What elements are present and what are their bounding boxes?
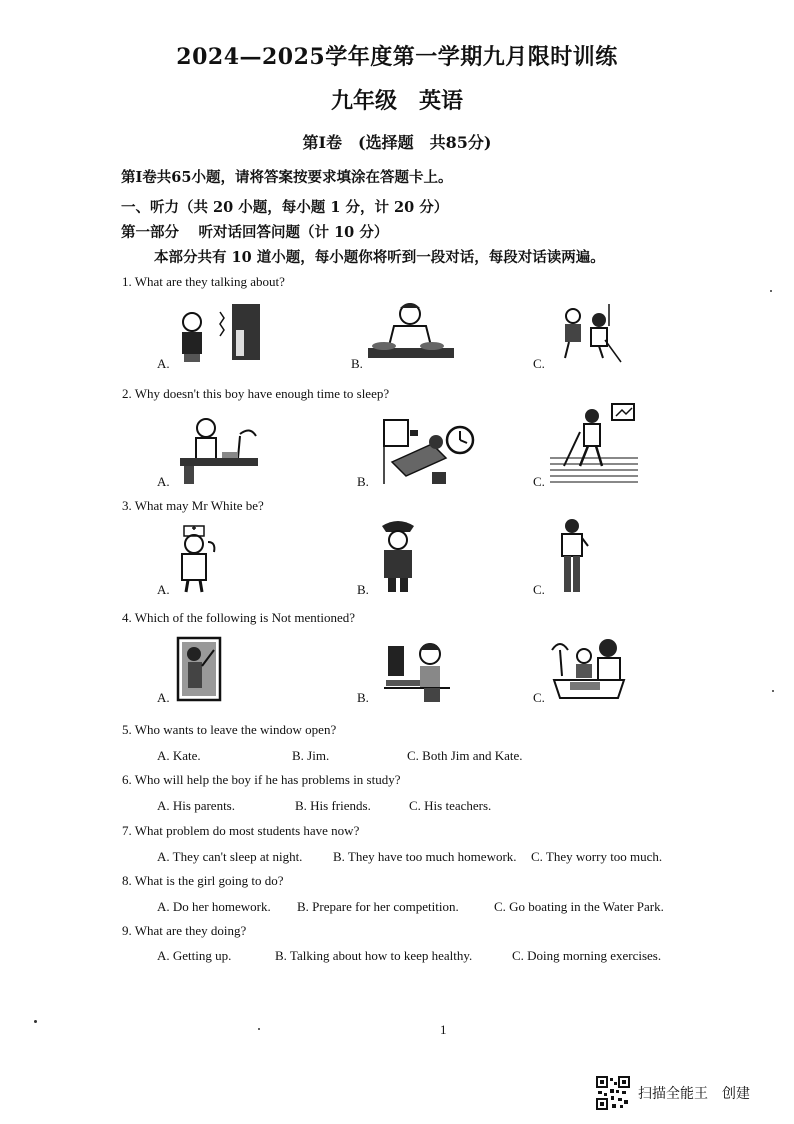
doctor-icon — [172, 522, 222, 594]
question-6: 6. Who will help the boy if he has problems in study? — [122, 772, 401, 787]
option-a: A. They can't sleep at night. — [157, 849, 303, 864]
option-b: B. His friends. — [295, 798, 371, 813]
page-number: 1 — [440, 1022, 447, 1037]
option-c: C. Go boating in the Water Park. — [494, 899, 664, 914]
question-9: 9. What are they doing? — [122, 923, 247, 938]
option-c: C. They worry too much. — [531, 849, 663, 864]
people-dancing-icon — [555, 300, 625, 366]
question-1: 1. What are they talking about? — [122, 274, 285, 289]
boy-phone-icon — [170, 300, 270, 366]
scan-speck — [258, 1028, 260, 1030]
scanner-text: 扫描全能王 创建 — [638, 1086, 750, 1102]
question-3: 3. What may Mr White be? — [122, 498, 264, 513]
option-letter: A. — [157, 474, 170, 489]
option-c: C. Both Jim and Kate. — [407, 748, 523, 763]
instruction-line: 第Ⅰ卷共65小题，请将答案按要求填涂在答题卡上。 — [121, 169, 453, 186]
option-letter: B. — [357, 690, 369, 705]
question-8: 8. What is the girl going to do? — [122, 873, 284, 888]
exam-title: 2024—2025学年度第一学期九月限时训练 — [176, 44, 618, 70]
option-b: B. Talking about how to keep healthy. — [275, 948, 473, 963]
scan-speck — [772, 690, 774, 692]
scan-speck — [770, 290, 772, 292]
scanner-watermark — [596, 1076, 750, 1110]
option-a: A. Getting up. — [157, 948, 232, 963]
option-c: C. Doing morning exercises. — [512, 948, 662, 963]
option-letter: C. — [533, 356, 545, 371]
man-eating-icon — [366, 300, 456, 366]
section-heading: 一、听力（共 20 小题，每小题 1 分，计 20 分） — [121, 199, 449, 216]
option-a: A. His parents. — [157, 798, 235, 813]
mother-child-study-icon — [548, 636, 634, 702]
option-b: B. They have too much homework. — [333, 849, 517, 864]
question-2: 2. Why doesn't this boy have enough time to sleep? — [122, 386, 390, 401]
option-letter: C. — [533, 690, 545, 705]
question-5: 5. Who wants to leave the window open? — [122, 722, 337, 737]
question-4: 4. Which of the following is Not mentioned? — [122, 610, 355, 625]
option-letter: A. — [157, 690, 170, 705]
man-standing-icon — [554, 516, 590, 596]
option-c: C. His teachers. — [409, 798, 492, 813]
option-b: B. Prepare for her competition. — [297, 899, 459, 914]
option-letter: A. — [157, 582, 170, 597]
option-letter: B. — [357, 474, 369, 489]
boy-sleeping-clock-icon — [362, 414, 480, 486]
volume-heading: 第Ⅰ卷 (选择题 共85分) — [302, 133, 492, 152]
part-description: 本部分共有 10 道小题，每小题你将听到一段对话，每段对话读两遍。 — [154, 249, 605, 266]
option-a: A. Do her homework. — [157, 899, 271, 914]
question-7: 7. What problem do most students have now? — [122, 823, 360, 838]
option-letter: B. — [357, 582, 369, 597]
qr-code-icon — [596, 1076, 630, 1110]
woman-computer-icon — [384, 638, 454, 704]
exam-subtitle: 九年级 英语 — [330, 88, 463, 114]
option-letter: C. — [533, 474, 545, 489]
man-desk-lamp-icon — [176, 414, 262, 486]
policeman-icon — [378, 516, 418, 596]
scan-speck — [34, 1020, 37, 1023]
person-window-icon — [176, 636, 222, 702]
option-a: A. Kate. — [157, 748, 201, 763]
option-letter: C. — [533, 582, 545, 597]
part-heading: 第一部分 听对话回答问题（计 10 分） — [121, 224, 389, 241]
option-letter: A. — [157, 356, 170, 371]
option-letter: B. — [351, 356, 363, 371]
man-mopping-icon — [550, 402, 640, 486]
option-b: B. Jim. — [292, 748, 330, 763]
